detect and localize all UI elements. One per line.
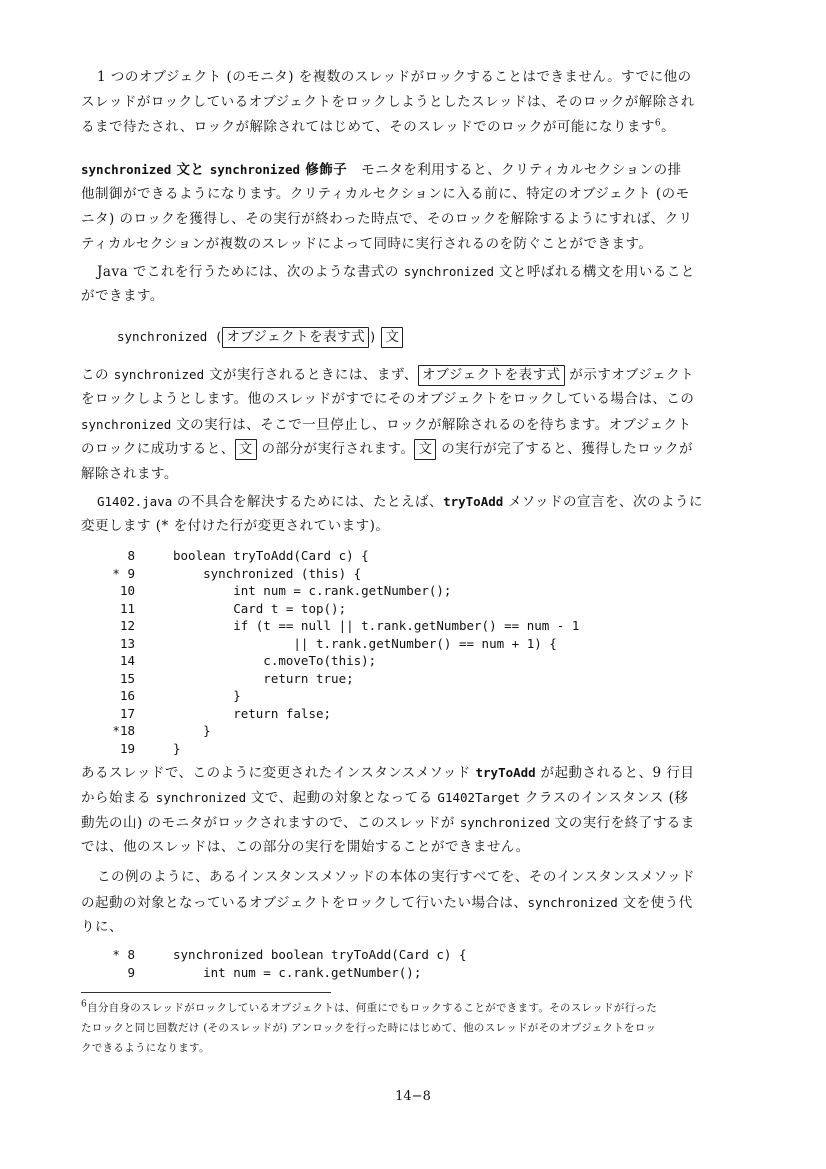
- footnote-marker: 6: [654, 118, 662, 129]
- footnote-line: クできるようになります。: [81, 1042, 210, 1054]
- syntax-line: [117, 324, 749, 349]
- text-span: の不具合を解決するためには、たとえば、: [172, 494, 444, 510]
- statement-box: 文: [235, 439, 257, 460]
- text-line: では、他のスレッドは、この部分の実行を開始することができません。: [81, 839, 530, 855]
- text-line: [81, 259, 713, 284]
- syntax-keyword: synchronized (: [117, 329, 223, 344]
- text-span: 動先の山) のモニタがロックされますので、このスレッドが: [81, 815, 460, 831]
- text-line: スレッドがロックしているオブジェクトをロックしようとしたスレッドは、そのロックが解除され: [81, 94, 695, 110]
- footnote-rule: [81, 992, 331, 993]
- code-text: return false;: [173, 705, 332, 721]
- text-line: ティカルセクションが複数のスレッドによって同時に実行されるのを防ぐことができます。: [81, 236, 653, 252]
- code-text: }: [173, 723, 211, 738]
- text-span: この: [81, 367, 114, 383]
- text-line: [81, 437, 713, 462]
- code-keyword: synchronized: [155, 790, 247, 805]
- code-line: [95, 687, 579, 705]
- code-keyword: synchronized: [459, 815, 550, 830]
- text-line: [81, 412, 713, 437]
- footnote-marker: 6: [81, 999, 88, 1010]
- text-line: ニタ) のロックを獲得し、その実行が終わった時点で、そのロックを解除するようにすれば、クリ: [81, 211, 693, 227]
- text-span: の部分が実行されます。: [256, 441, 415, 457]
- code-line: [95, 582, 579, 600]
- text-span: が示すオブジェクト: [564, 367, 695, 383]
- code-filename: G1402.java: [97, 494, 173, 509]
- code-listing: [95, 547, 579, 757]
- text-span: 自分自身のスレッドがロックしているオブジェクトは、何重にでもロックすることができます。そのスレッドが行った: [87, 1002, 658, 1014]
- code-keyword: synchronized: [527, 895, 618, 910]
- code-line: [95, 740, 579, 758]
- code-text: c.moveTo(this);: [173, 653, 377, 668]
- code-text: synchronized (this) {: [173, 565, 362, 581]
- code-line: [95, 670, 579, 688]
- line-number: * 9: [112, 565, 135, 581]
- code-text: int num = c.rank.getNumber();: [173, 583, 452, 598]
- text-span: から始まる: [81, 790, 156, 806]
- syntax-expression-box: オブジェクトを表す式: [222, 327, 369, 348]
- text-line: 他制御ができるようになります。クリティカルセクションに入る前に、特定のオブジェクト (のモ: [81, 186, 690, 202]
- statement-box: 文: [414, 439, 436, 460]
- code-line: [95, 946, 467, 964]
- line-number: *18: [112, 723, 135, 738]
- text-line: [81, 785, 713, 810]
- code-text: return true;: [173, 670, 354, 686]
- line-number: 11: [119, 600, 135, 616]
- paragraph-synchronized-modifier: [81, 865, 713, 940]
- code-keyword: synchronized: [403, 264, 495, 279]
- code-method: tryToAdd: [475, 765, 536, 780]
- code-listing: [95, 946, 467, 981]
- text-span: あるスレッドで、このように変更されたインスタンスメソッド: [81, 765, 476, 781]
- code-text: boolean tryToAdd(Card c) {: [173, 548, 369, 563]
- code-line: [95, 652, 579, 670]
- text-line: 変更します (* を付けた行が変更されています)。: [81, 518, 390, 534]
- code-keyword: synchronized: [113, 367, 205, 382]
- code-line: [95, 565, 579, 583]
- text-span: 文と呼ばれる構文を用いること: [494, 264, 695, 280]
- line-number: 13: [119, 635, 135, 651]
- syntax-paren: ): [369, 329, 377, 344]
- code-line: [95, 722, 579, 740]
- line-number: 16: [119, 688, 135, 703]
- line-number: 10: [119, 583, 135, 598]
- text-line: この例のように、あるインスタンスメソッドの本体の実行すべてを、そのインスタンスメソッド: [97, 869, 695, 885]
- text-line: [81, 362, 713, 387]
- code-text: int num = c.rank.getNumber();: [173, 964, 422, 980]
- text-line: [81, 115, 713, 140]
- paragraph-explanation: [81, 760, 713, 860]
- text-span: が起動されると、9 行目: [535, 765, 695, 781]
- paragraph-monitor-lock: [81, 65, 713, 140]
- code-text: if (t == null || t.rank.getNumber() == num - 1: [173, 618, 580, 633]
- footnote-line: [81, 998, 721, 1018]
- text-span: クラスのインスタンス (移: [520, 790, 689, 806]
- text-span: 文を使う代: [617, 895, 693, 911]
- code-text: synchronized boolean tryToAdd(Card c) {: [173, 947, 467, 962]
- code-method: tryToAdd: [443, 494, 504, 509]
- line-number: 9: [127, 964, 135, 980]
- text-span: の起動の対象となっているオブジェクトをロックして行いたい場合は、: [81, 895, 528, 911]
- syntax-definition: [117, 324, 749, 349]
- expression-box: オブジェクトを表す式: [418, 365, 565, 386]
- paragraph-java-syntax: [81, 259, 713, 309]
- text-line: 解除されます。: [81, 466, 178, 482]
- text-span: 文で、起動の対象となってる: [246, 790, 438, 806]
- paragraph-synchronized-intro: [81, 157, 713, 257]
- line-number: 14: [119, 653, 135, 668]
- text-line: [81, 760, 713, 785]
- footnote: [81, 998, 721, 1058]
- line-number: * 8: [112, 947, 135, 962]
- heading-text: 修飾子: [300, 162, 348, 178]
- code-keyword: synchronized: [81, 417, 172, 432]
- code-text: Card t = top();: [173, 600, 347, 616]
- code-text: }: [173, 740, 181, 756]
- line-number: 17: [119, 705, 135, 721]
- text-span: 文の実行は、そこで一旦停止し、ロックが解除されるのを待ちます。オブジェクト: [171, 417, 692, 433]
- code-text: }: [173, 688, 241, 703]
- paragraph-synchronized-execution: [81, 362, 713, 487]
- text-span: メソッドの宣言を、次のように: [503, 494, 703, 510]
- text-line: [81, 157, 713, 182]
- text-line: [81, 489, 713, 514]
- line-number: 12: [119, 618, 135, 633]
- text-span: Java でこれを行うためには、次のような書式の: [97, 264, 404, 280]
- text-span: るまで待たされ、ロックが解除されてはじめて、そのスレッドでのロックが可能になります: [81, 119, 655, 135]
- text-line: ができます。: [81, 288, 164, 304]
- code-line: [95, 964, 467, 982]
- code-line: [95, 600, 579, 618]
- line-number: 19: [119, 740, 135, 756]
- heading-keyword: synchronized: [209, 162, 301, 177]
- code-line: [95, 547, 579, 565]
- text-span: 文の実行を終了するま: [550, 815, 695, 831]
- text-line: りに、: [81, 919, 123, 935]
- text-span: のロックに成功すると、: [81, 441, 235, 457]
- syntax-statement-box: 文: [381, 327, 403, 348]
- text-line: [81, 890, 713, 915]
- page-number: 14−8: [395, 1089, 431, 1104]
- line-number: 15: [119, 670, 135, 686]
- text-span: 文が実行されるときには、まず、: [204, 367, 418, 383]
- code-line: [95, 705, 579, 723]
- heading-text: 文と: [171, 162, 210, 178]
- text-line: 1 つのオブジェクト (のモニタ) を複数のスレッドがロックすることはできません。すでに他の: [97, 69, 692, 85]
- text-span: モニタを利用すると、クリティカルセクションの排: [347, 162, 682, 178]
- code-text: || t.rank.getNumber() == num + 1) {: [173, 635, 557, 651]
- code-classname: G1402Target: [437, 790, 521, 805]
- code-line: [95, 617, 579, 635]
- text-span: 。: [661, 119, 676, 135]
- text-line: [81, 810, 713, 835]
- line-number: 8: [127, 548, 135, 563]
- paragraph-fix-description: [81, 489, 713, 539]
- code-line: [95, 635, 579, 653]
- text-span: の実行が完了すると、獲得したロックが: [436, 441, 693, 457]
- heading-keyword: synchronized: [81, 162, 172, 177]
- text-line: をロックしようとします。他のスレッドがすでにそのオブジェクトをロックしている場合は、この: [81, 391, 695, 407]
- footnote-line: たロックと同じ回数だけ (そのスレッドが) アンロックを行った時にはじめて、他のスレッドがそのオブジェクトをロッ: [81, 1022, 657, 1034]
